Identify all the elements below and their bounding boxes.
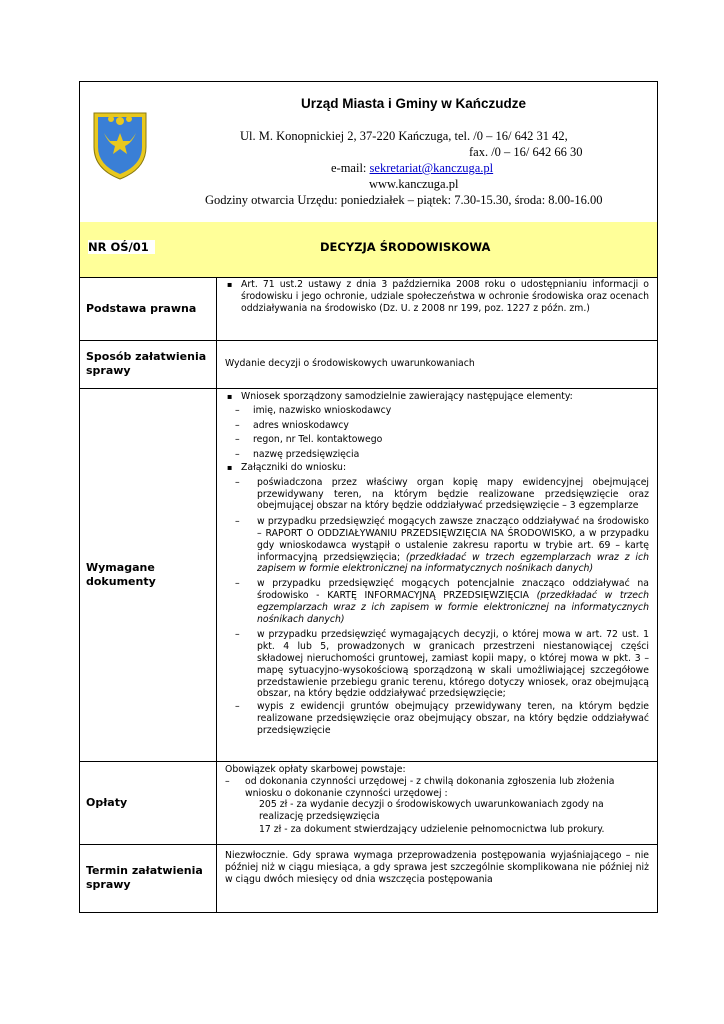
deadline-label: Termin załatwienia sprawy xyxy=(80,844,217,912)
legal-basis-row xyxy=(80,277,657,341)
procedure-row xyxy=(80,340,657,389)
list-item-note: (przedkładać w trzech egzemplarzach wraz z ich zapisem w formie elektronicznej na informatycznych nośnikach danych) xyxy=(257,551,649,575)
email-link[interactable]: sekretariat@kanczuga.pl xyxy=(369,161,494,175)
fee-item: 17 zł - za dokument stwierdzający udzielenie pełnomocnictwa lub prokury. xyxy=(259,823,605,835)
list-item: – imię, nazwisko wnioskodawcy xyxy=(225,405,649,417)
document-frame xyxy=(79,81,658,913)
list-item: – w przypadku przedsięwzięć wymagających decyzji, o której mowa w art. 72 ust. 1 pkt. 4 lub 5, prowadzonych w granicach przestrzeni niestanowiącej części składowej nieruchomości gruntowej, zamiast kopii mapy, o której mowa w pkt. 3 – mapę sytuacyjno-wysokościową sporządzoną w skali umożliwiającej szczegółowe przedstawienie przebiegu granic terenu, którego dotyczy wniosek, oraz obejmującą obszar, na który będzie oddziaływać przedsięwzięcie; xyxy=(225,629,649,700)
fax-line: fax. /0 – 16/ 642 66 30 xyxy=(469,145,583,159)
deadline-row xyxy=(80,844,657,912)
dash-icon: – xyxy=(225,775,230,787)
list-item-text: w przypadku przedsięwzięć mogących potencjalnie znacząco oddziaływać na środowisko - KARTĘ INFORMACYJNĄ PRZEDSIĘWZIĘCIA xyxy=(257,578,649,601)
coat-of-arms-icon xyxy=(90,107,150,181)
list-item xyxy=(225,516,649,575)
required-docs-label: Wymagane dokumenty xyxy=(80,388,217,761)
address-line: Ul. M. Konopnickiej 2, 37-220 Kańczuga, tel. /0 – 16/ 642 31 42, xyxy=(240,129,568,143)
fees-label: Opłaty xyxy=(80,761,217,844)
procedure-label: Sposób załatwienia sprawy xyxy=(80,340,217,388)
procedure-text: Wydanie decyzji o środowiskowych uwarunkowaniach xyxy=(225,358,475,369)
website: www.kanczuga.pl xyxy=(369,177,459,191)
required-docs-row xyxy=(80,388,657,762)
office-name: Urząd Miasta i Gminy w Kańczudze xyxy=(300,96,527,111)
legal-basis-text: ▪ Art. 71 ust.2 ustawy z dnia 3 października 2008 roku o udostępnianiu informacji o środowisku i jego ochronie, udziale społeczeństwa w ochronie środowiska oraz ocenach oddziaływania na środowisko (Dz. U. z 2008 nr 199, poz. 1227 z późn. zm.) xyxy=(225,279,649,315)
legal-basis-label: Podstawa prawna xyxy=(80,277,217,340)
list-item: – regon, nr Tel. kontaktowego xyxy=(225,434,649,446)
document-title: DECYZJA ŚRODOWISKOWA xyxy=(320,240,491,254)
list-item-note: (przedkładać w trzech egzemplarzach wraz z ich zapisem w formie elektronicznej na informatycznych nośnikach danych) xyxy=(257,589,649,625)
opening-hours: Godziny otwarcia Urzędu: poniedziałek – piątek: 7.30-15.30, środa: 8.00-16.00 xyxy=(205,193,603,207)
list-item: – poświadczona przez właściwy organ kopię mapy ewidencyjnej obejmującej przewidywany teren, na którym będzie realizowane przedsięwzięcie oraz obejmującej obszar na który będzie oddziaływać przedsięwzięcie – 3 egzemplarze xyxy=(225,477,649,512)
list-item: – nazwę przedsięwzięcia xyxy=(225,449,649,461)
list-item: ▪ Załączniki do wniosku: xyxy=(225,462,649,474)
fees-intro: Obowiązek opłaty skarbowej powstaje: xyxy=(225,764,406,775)
list-item: – adres wnioskodawcy xyxy=(225,420,649,432)
email-line xyxy=(331,161,493,176)
list-item: ▪ Wniosek sporządzony samodzielnie zawierający następujące elementy: xyxy=(225,391,649,403)
header xyxy=(80,82,657,223)
fees-condition: – od dokonania czynności urzędowej - z chwilą dokonania zgłoszenia lub złożenia wniosku o dokonanie czynności urzędowej : xyxy=(225,775,615,799)
fees-row xyxy=(80,761,657,845)
document-number: NR OŚ/01 xyxy=(88,240,155,254)
document-id-row xyxy=(80,222,657,278)
list-item-text: w przypadku przedsięwzięć mogących zawsze znacząco oddziaływać na środowisko – RAPORT O ODDZIAŁYWANIU PRZEDSIĘWZIĘCIA NA ŚRODOWISKO, a w przypadku gdy wnioskodawca wystąpił o ustalenie zakresu raportu w trybie art. 69 – kartę informacyjną przedsięwzięcia; xyxy=(257,516,649,563)
deadline-text: Niezwłocznie. Gdy sprawa wymaga przeprowadzenia postępowania wyjaśniającego – nie później niż w ciągu miesiąca, a gdy sprawa jest szczególnie skomplikowana nie później niż w ciągu dwóch miesięcy od dnia wszczęcia postępowania xyxy=(225,850,649,885)
list-item xyxy=(225,578,649,625)
email-label: e-mail: xyxy=(331,161,370,175)
list-item: – wypis z ewidencji gruntów obejmujący przewidywany teren, na którym będzie realizowane przedsięwzięcie oraz obejmujący obszar, na który będzie oddziaływać przedsięwzięcie xyxy=(225,701,649,736)
fee-item: 205 zł - za wydanie decyzji o środowiskowych uwarunkowaniach zgody na realizację przedsięwzięcia xyxy=(259,799,604,823)
